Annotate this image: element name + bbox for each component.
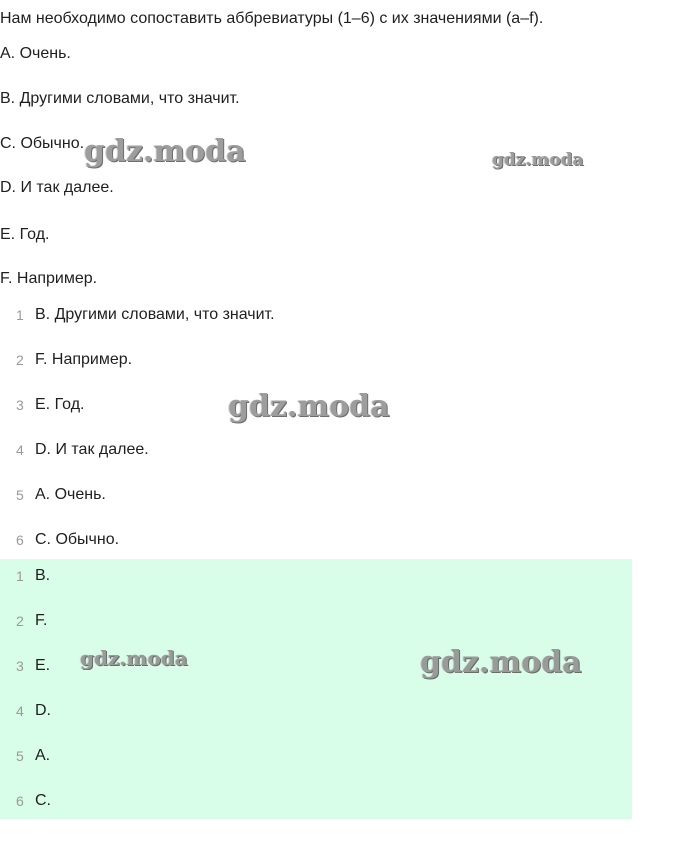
row-number: 4 xyxy=(16,442,24,458)
row-text: B. xyxy=(35,567,51,584)
row-text: D. xyxy=(35,702,51,719)
row-number: 2 xyxy=(16,613,24,629)
row-number: 1 xyxy=(16,568,24,584)
row-text: F. Например. xyxy=(35,351,133,368)
row-text: C. xyxy=(35,792,51,809)
answer-row xyxy=(0,745,632,767)
row-text: F. xyxy=(35,612,48,629)
row-text: C. Обычно. xyxy=(35,531,120,548)
watermark-logo: gdz.moda xyxy=(228,389,390,424)
answer-row xyxy=(0,790,632,812)
match-row xyxy=(0,484,632,506)
row-number: 3 xyxy=(16,658,24,674)
option-d: D. И так далее. xyxy=(0,179,114,196)
row-number: 1 xyxy=(16,307,24,323)
row-text: B. Другими словами, что значит. xyxy=(35,306,275,323)
row-number: 6 xyxy=(16,532,24,548)
watermark-logo: gdz.moda xyxy=(492,150,584,170)
row-text: E. xyxy=(35,657,51,674)
option-a: A. Очень. xyxy=(0,45,71,62)
row-text: D. И так далее. xyxy=(35,441,149,458)
watermark-logo: gdz.moda xyxy=(420,645,582,680)
option-c: C. Обычно. xyxy=(0,135,85,152)
answer-row xyxy=(0,700,632,722)
match-row xyxy=(0,529,632,551)
answer-box xyxy=(0,559,632,819)
match-row xyxy=(0,349,632,371)
watermark-logo: gdz.moda xyxy=(80,646,188,670)
answer-row xyxy=(0,565,632,587)
row-text: E. Год. xyxy=(35,396,85,413)
row-number: 5 xyxy=(16,748,24,764)
answer-row xyxy=(0,610,632,632)
row-number: 5 xyxy=(16,487,24,503)
option-e: E. Год. xyxy=(0,226,50,243)
row-number: 6 xyxy=(16,793,24,809)
watermark-logo: gdz.moda xyxy=(84,134,246,169)
row-text: A. Очень. xyxy=(35,486,106,503)
match-row xyxy=(0,304,632,326)
match-row xyxy=(0,439,632,461)
question-text: Нам необходимо сопоставить аббревиатуры (1–6) с их значениями (a–f). xyxy=(0,10,544,27)
row-number: 4 xyxy=(16,703,24,719)
row-text: A. xyxy=(35,747,51,764)
option-f: F. Например. xyxy=(0,270,98,287)
option-b: B. Другими словами, что значит. xyxy=(0,90,240,107)
row-number: 3 xyxy=(16,397,24,413)
row-number: 2 xyxy=(16,352,24,368)
